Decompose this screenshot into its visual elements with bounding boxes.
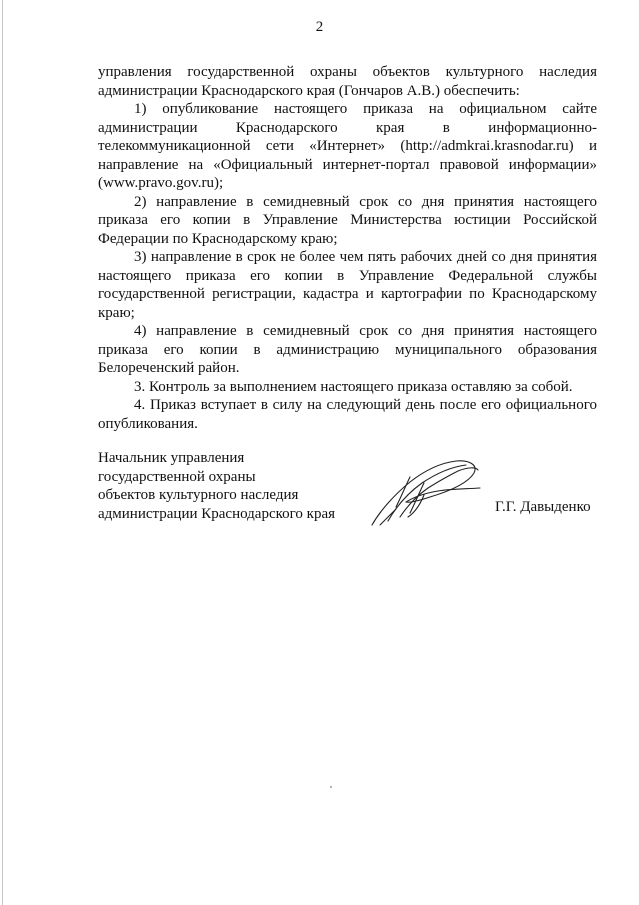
page-edge-line: [2, 0, 3, 905]
signer-position-line: государственной охраны: [98, 468, 256, 485]
signer-position: [98, 449, 358, 523]
paragraph-responsible-department: управления государственной охраны объектов культурного наследия администрации Краснодарского края (Гончаров А.В.) обеспечить:: [98, 64, 597, 99]
paragraph-item-2-justice-ministry: 2) направление в семидневный срок со дня принятия настоящего приказа его копии в Управление Министерства юстиции Российской Федерации по Краснодарскому краю;: [98, 193, 597, 247]
paragraph-item-3-rosreestr: 3) направление в срок не более чем пять рабочих дней со дня принятия настоящего приказа его копии в Управление Федеральной службы государственной регистрации, кадастра и картографии по Краснодарскому краю;: [98, 249, 597, 321]
paragraph-item-1-publication: 1) опубликование настоящего приказа на официальном сайте администрации Краснодарского края в информационно-телекоммуникационной сети «Интернет» (http://admkrai.krasnodar.ru) и направление на «Официальный интернет-портал правовой информации» (www.pravo.gov.ru);: [98, 101, 597, 191]
paragraph-item-4-municipality: 4) направление в семидневный срок со дня принятия настоящего приказа его копии в администрацию муниципального образования Белореченский район.: [98, 323, 597, 376]
signer-position-line: Начальник управления: [98, 450, 245, 466]
signer-position-line: объектов культурного наследия: [98, 487, 299, 503]
paragraph-control: 3. Контроль за выполнением настоящего приказа оставляю за собой.: [134, 378, 573, 395]
document-body: [98, 63, 597, 433]
signer-position-line: администрации Краснодарского края: [98, 505, 336, 522]
paragraph-effective-date: 4. Приказ вступает в силу на следующий день после его официального опубликования.: [98, 397, 597, 432]
scan-speck: [330, 786, 332, 788]
signer-name: Г.Г. Давыденко: [495, 499, 591, 515]
page-number: 2: [315, 19, 324, 35]
handwritten-signature: [366, 455, 486, 530]
